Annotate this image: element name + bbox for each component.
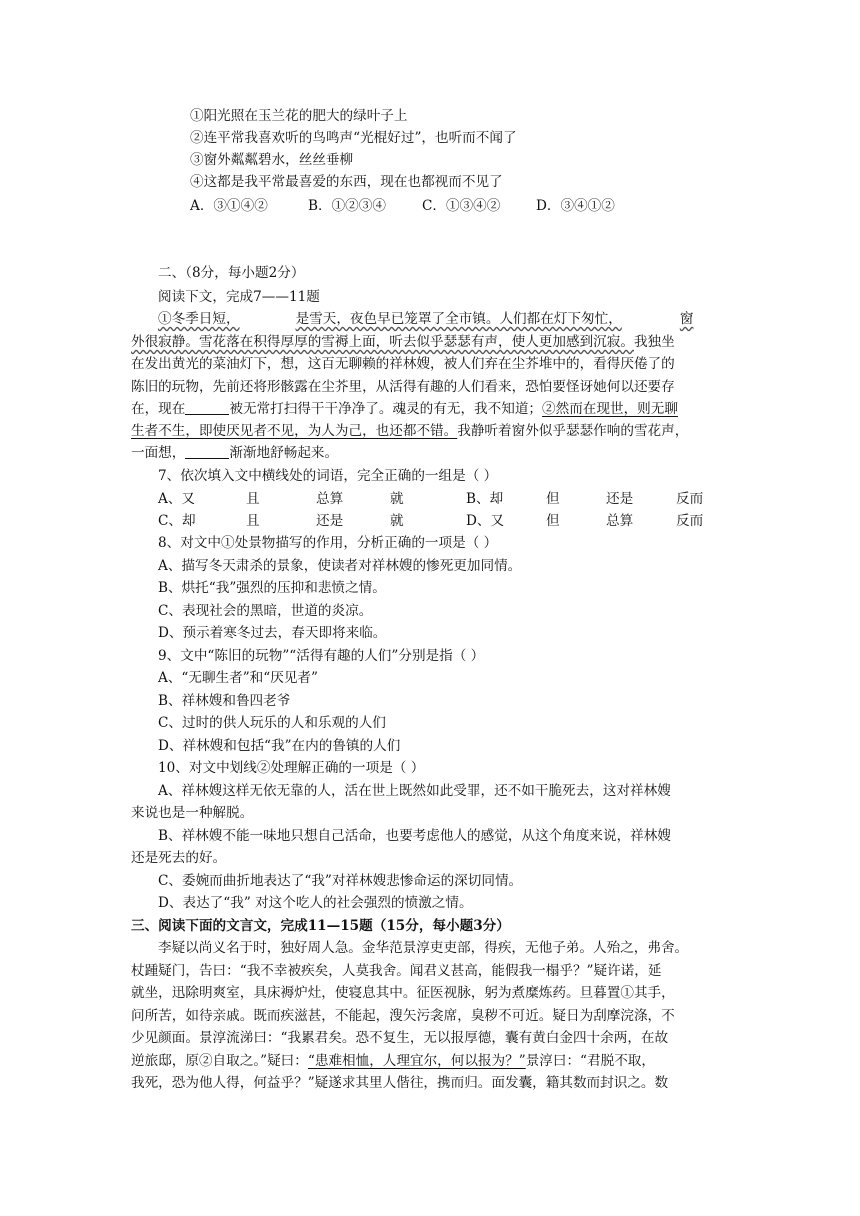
q7-cell: D、又 (466, 513, 505, 529)
q7-cell: 还是 (316, 513, 344, 529)
q7-cell: 总算 (316, 491, 344, 507)
question-10-option-b-line2: 还是死去的好。 (131, 850, 227, 866)
question-10-option-a-line2: 来说也是一种解脱。 (131, 805, 254, 821)
passage-text: 我静听着窗外似乎瑟瑟作响的雪花声， (457, 423, 689, 439)
question-10-option-a-line1: A、祥林嫂这样无依无靠的人，活在世上既然如此受罪，还不如干脆死去，这对祥林嫂 (158, 783, 671, 799)
question-9-stem: 9、文中“陈旧的玩物”“活得有趣的人们”分别是指（ ） (158, 648, 485, 664)
question-9-option-b: B、祥林嫂和鲁四老爷 (158, 693, 291, 709)
question-8-option-d: D、预示着寒冬过去，春天即将来临。 (158, 625, 387, 641)
question-10-option-b-line1: B、祥林嫂不能一味地只想自己活命，也要考虑他人的感觉，从这个角度来说，祥林嫂 (158, 828, 671, 844)
passage-text: 在，现在 (131, 401, 186, 417)
passage-text: 渐渐地舒畅起来。 (229, 445, 339, 461)
passage-blank-wavy (622, 308, 680, 330)
passage-text: 被无常打扫得干干净净了。魂灵的有无，我不知道； (229, 401, 543, 417)
passage-text: 一面想， (131, 445, 186, 461)
passage-text: 窗 (679, 311, 694, 327)
fill-blank (185, 399, 229, 415)
classical-text-line-5: 少见颜面。景淳流涕曰：“我累君矣。恐不复生，无以报厚德，囊有黄白金四十余两，在故 (131, 1030, 669, 1046)
q7-cell: 反而 (676, 491, 704, 507)
passage-text: 外很寂静。雪花落在积得厚厚的雪褥上面，听去似乎瑟瑟有声，使人更加感到沉寂。 (131, 334, 634, 350)
question-9-option-a: A、“无聊生者”和“厌见者” (158, 670, 318, 686)
classical-text-line-3: 就坐，迅除明爽室，具床褥炉灶，使寝息其中。征医视脉，躬为煮糜炼药。旦暮置①其手， (131, 985, 675, 1001)
fill-blank (185, 443, 229, 459)
question-9-option-d: D、祥林嫂和包括“我”在内的鲁镇的人们 (158, 738, 401, 754)
q7-cell: 总算 (606, 513, 634, 529)
question-8-option-a: A、描写冬天肃杀的景象，使读者对祥林嫂的惨死更加同情。 (158, 558, 522, 574)
classical-text-line-7: 我死，恐为他人得，何益乎？”疑遂求其里人偕往，携而归。面发囊，籍其数而封识之。数 (131, 1075, 669, 1091)
section-3-heading: 三、阅读下面的文言文，完成11—15题（15分，每小题3分） (131, 918, 510, 934)
question-7-stem: 7、依次填入文中横线处的词语，完全正确的一组是（ ） (158, 468, 498, 484)
question-7-row-cd (158, 510, 718, 532)
question-10-option-d: D、表达了“我” 对这个吃人的社会强烈的愤激之情。 (158, 895, 473, 911)
q7-cell: 但 (546, 491, 560, 507)
passage-text: 我独坐 (633, 334, 675, 350)
question-9-option-c: C、过时的供人玩乐的人和乐观的人们 (158, 715, 386, 731)
question-8-option-b: B、烘托“我”强烈的压抑和悲愤之情。 (158, 580, 386, 596)
q7-cell: 且 (246, 491, 260, 507)
classical-text: 景淳曰：“君脱不取， (525, 1053, 655, 1069)
passage-line-5 (131, 398, 678, 420)
passage-line-6 (131, 420, 688, 442)
q7-cell: 反而 (676, 513, 704, 529)
choice-d: D．③④①② (536, 198, 615, 214)
q7-cell: 且 (246, 513, 260, 529)
question-8-option-c: C、表现社会的黑暗，世道的炎凉。 (158, 603, 373, 619)
option-line-1: ①阳光照在玉兰花的肥大的绿叶子上 (190, 108, 408, 124)
option-line-2: ②连平常我喜欢听的鸟鸣声“光棍好过”，也听而不闻了 (190, 130, 517, 146)
classical-text-line-2: 杖踵疑门，告曰：“我不幸被疾矣，人莫我舍。闻君义甚高，能假我一榻乎？”疑许诺，延 (131, 963, 662, 979)
underlined-quote: “患难相恤，人理宜尔，何以报为？” (307, 1053, 526, 1069)
passage-line-7 (131, 442, 338, 464)
q7-cell: 还是 (606, 491, 634, 507)
passage-line-1 (158, 308, 731, 330)
q7-cell: A、又 (158, 491, 196, 507)
q7-cell: 就 (390, 491, 404, 507)
section-2-heading: 二、（8分，每小题2分） (158, 265, 305, 281)
question-7-row-ab (158, 488, 718, 510)
question-10-option-c: C、委婉而曲折地表达了“我”对祥林嫂悲惨命运的深切同情。 (158, 873, 523, 889)
passage-line-3: 在发出黄光的菜油灯下，想，这百无聊赖的祥林嫂，被人们弃在尘芥堆中的，看得厌倦了的 (131, 356, 675, 372)
q7-cell: 但 (546, 513, 560, 529)
choice-b: B．①②③④ (308, 198, 386, 214)
passage-text: ①冬季日短， (158, 311, 240, 327)
q7-cell: C、却 (158, 513, 196, 529)
passage-line-4: 陈旧的玩物，先前还将形骸露在尘芥里，从活得有趣的人们看来，恐怕要怪讶她何以还要存 (131, 379, 675, 395)
choice-a: A．③①④② (190, 198, 268, 214)
classical-text-line-1: 李疑以尚义名于时，独好周人急。金华范景淳吏吏部，得疾，无他子弟。人殆之，弗舍。 (158, 940, 689, 956)
section-2-instruction: 阅读下文，完成7——11题 (158, 289, 320, 305)
classical-text: 逆旅邸，原②自取之。”疑曰： (131, 1053, 308, 1069)
question-8-stem: 8、对文中①处景物描写的作用，分析正确的一项是（ ） (158, 535, 498, 551)
choice-c: C．①③④② (422, 198, 501, 214)
passage-line-2 (131, 331, 675, 353)
q7-cell: B、却 (466, 491, 504, 507)
passage-text: 是雪天，夜色早已笼罩了全市镇。人们都在灯下匆忙， (295, 311, 622, 327)
question-10-stem: 10、对文中划线②处理解正确的一项是（ ） (158, 760, 425, 776)
q7-cell: 就 (390, 513, 404, 529)
underlined-sentence-2: ②然而在现世，则无聊 (542, 401, 678, 417)
option-line-3: ③窗外粼粼碧水，丝丝垂柳 (190, 152, 354, 168)
passage-blank-wavy (240, 308, 296, 330)
option-line-4: ④这都是我平常最喜爱的东西，现在也都视而不见了 (190, 174, 503, 190)
underlined-sentence-2: 生者不生，即使厌见者不见，为人为己，也还都不错。 (131, 423, 458, 439)
classical-text-line-6 (131, 1050, 655, 1072)
classical-text-line-4: 问所苦，如待亲戚。既而疾滋甚，不能起，溲矢污衾席，臭秽不可近。疑日为刮摩浣涤，不 (131, 1008, 675, 1024)
answer-choices-row (190, 195, 690, 217)
